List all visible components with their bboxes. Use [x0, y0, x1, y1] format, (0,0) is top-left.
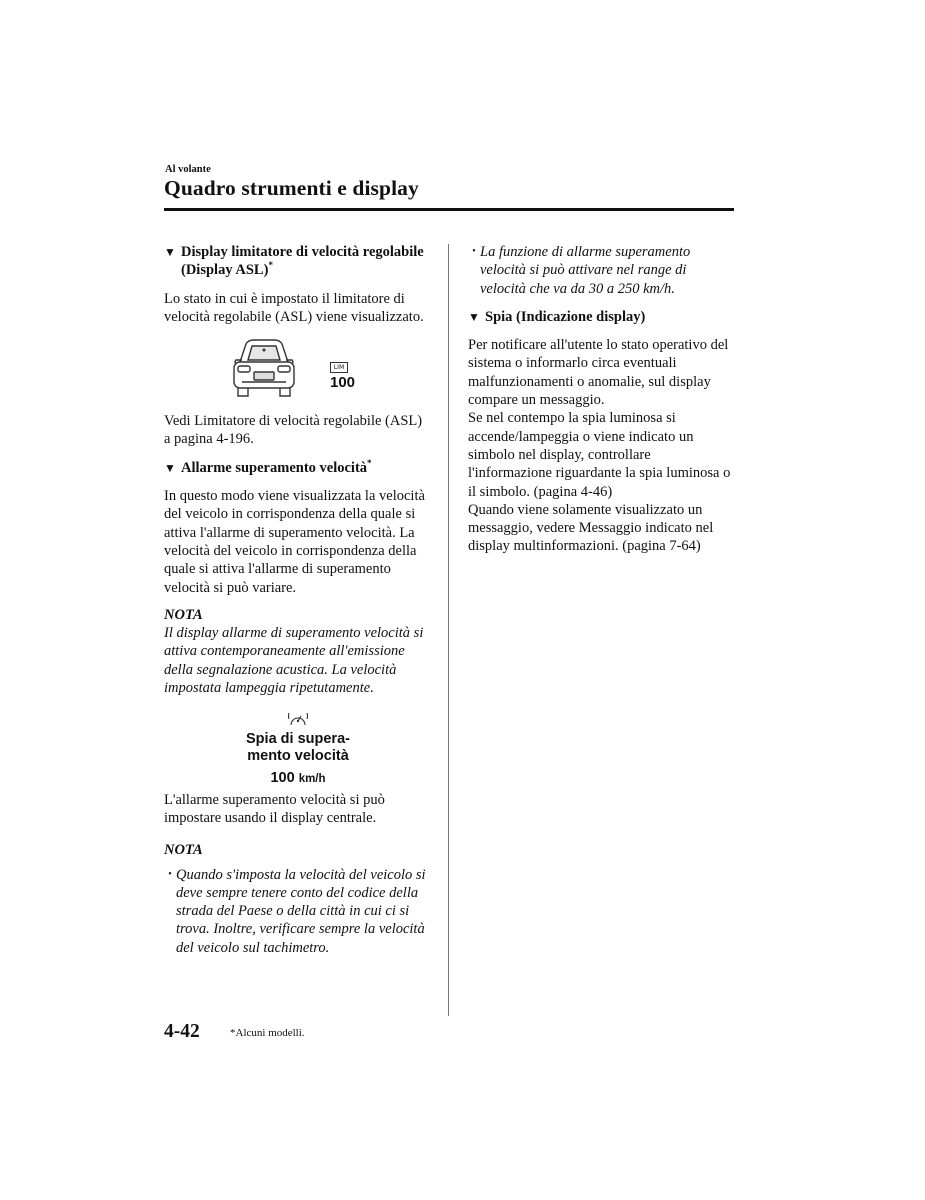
asterisk-mark: *: [367, 457, 372, 468]
asl-speed-value: 100: [330, 374, 356, 392]
spia-heading-text: Spia (Indicazione display): [485, 308, 646, 325]
asl-description: Lo stato in cui è impostato il limitatore di velocità regolabile (ASL) viene visualizzato.: [164, 290, 424, 325]
overspeed-heading-text: Allarme superamento velocità: [181, 459, 368, 476]
asl-page-reference: Vedi Limitatore di velocità regolabile (ASL) a pagina 4-196.: [164, 413, 423, 448]
spia-label-line2: mento velocità: [247, 748, 349, 765]
nota-bullet-text: Quando s'imposta la velocità del veicolo si deve sempre tenere conto del codice della strada del Paese o della città in cui ci si trova. Inoltre, verificare sempre la velocità del veicolo sul tachimetro.: [176, 866, 426, 956]
nota-bullet-continued: [468, 243, 734, 298]
title-rule: [164, 208, 734, 211]
spia-description: Per notificare all'utente lo stato operativo del sistema o informarlo circa eventuali malfunzionamenti o anomalie, sul display compare un messaggio.: [468, 337, 729, 409]
asl-section-heading: [164, 243, 432, 280]
triangle-marker-icon: ▼: [468, 309, 480, 324]
page-title: Quadro strumenti e display: [164, 176, 419, 200]
car-rear-icon: [230, 338, 298, 400]
triangle-marker-icon: ▼: [164, 460, 176, 475]
spia-section-heading: [468, 308, 734, 326]
triangle-marker-icon: ▼: [164, 245, 176, 259]
overspeed-section-heading: [164, 459, 432, 477]
left-column: [164, 243, 432, 957]
nota-bullet-text: La funzione di allarme superamento velocità si può attivare nel range di velocità che va da 30 a 250 km/h.: [480, 244, 691, 297]
asl-heading-text: Display limitatore di velocità regolabile (Display ASL): [181, 244, 424, 279]
spia-speed-unit: km/h: [298, 773, 326, 786]
nota-bullet: [164, 866, 432, 957]
spia-description-2: Se nel contempo la spia luminosa si accende/lampeggia o viene indicato un simbolo nel display, controllare l'informazione riguardante la spia luminosa o il simbolo. (pagina 4-46): [468, 410, 731, 500]
column-divider: [448, 244, 449, 1016]
speed-warning-icon: [288, 709, 308, 727]
page-number: 4-42: [164, 1021, 200, 1042]
spia-description-3: Quando viene solamente visualizzato un messaggio, vedere Messaggio indicato nel display multinformazioni. (pagina 7-64): [468, 501, 714, 555]
nota-label: NOTA: [164, 842, 203, 859]
nota-text: Il display allarme di superamento velocità si attiva contemporaneamente all'emissione della segnalazione acustica. La velocità impostata lampeggia ripetutamente.: [164, 625, 424, 697]
asterisk-mark: *: [268, 260, 273, 271]
right-column: [468, 243, 734, 556]
overspeed-setting-text: L'allarme superamento velocità si può impostare usando il display centrale.: [164, 791, 385, 826]
nota-label: NOTA: [164, 606, 203, 623]
overspeed-warning-figure: [164, 709, 432, 788]
bullet-dot-icon: •: [472, 246, 476, 257]
asl-display-figure: [164, 336, 432, 408]
overspeed-speed-value: [164, 769, 432, 788]
bullet-dot-icon: •: [168, 868, 172, 880]
breadcrumb: Al volante: [165, 164, 211, 175]
spia-speed-number: 100: [270, 770, 295, 787]
footnote: *Alcuni modelli.: [230, 1027, 305, 1039]
lim-badge: LIM: [330, 362, 348, 373]
spia-label-line1: Spia di supera-: [246, 731, 350, 748]
overspeed-description: In questo modo viene visualizzata la velocità del veicolo in corrispondenza della quale si attiva l'allarme di superamento velocità. La velocità del veicolo in corrispondenza della quale si attiva l'allarme di superamento velocità si può variare.: [164, 488, 425, 596]
